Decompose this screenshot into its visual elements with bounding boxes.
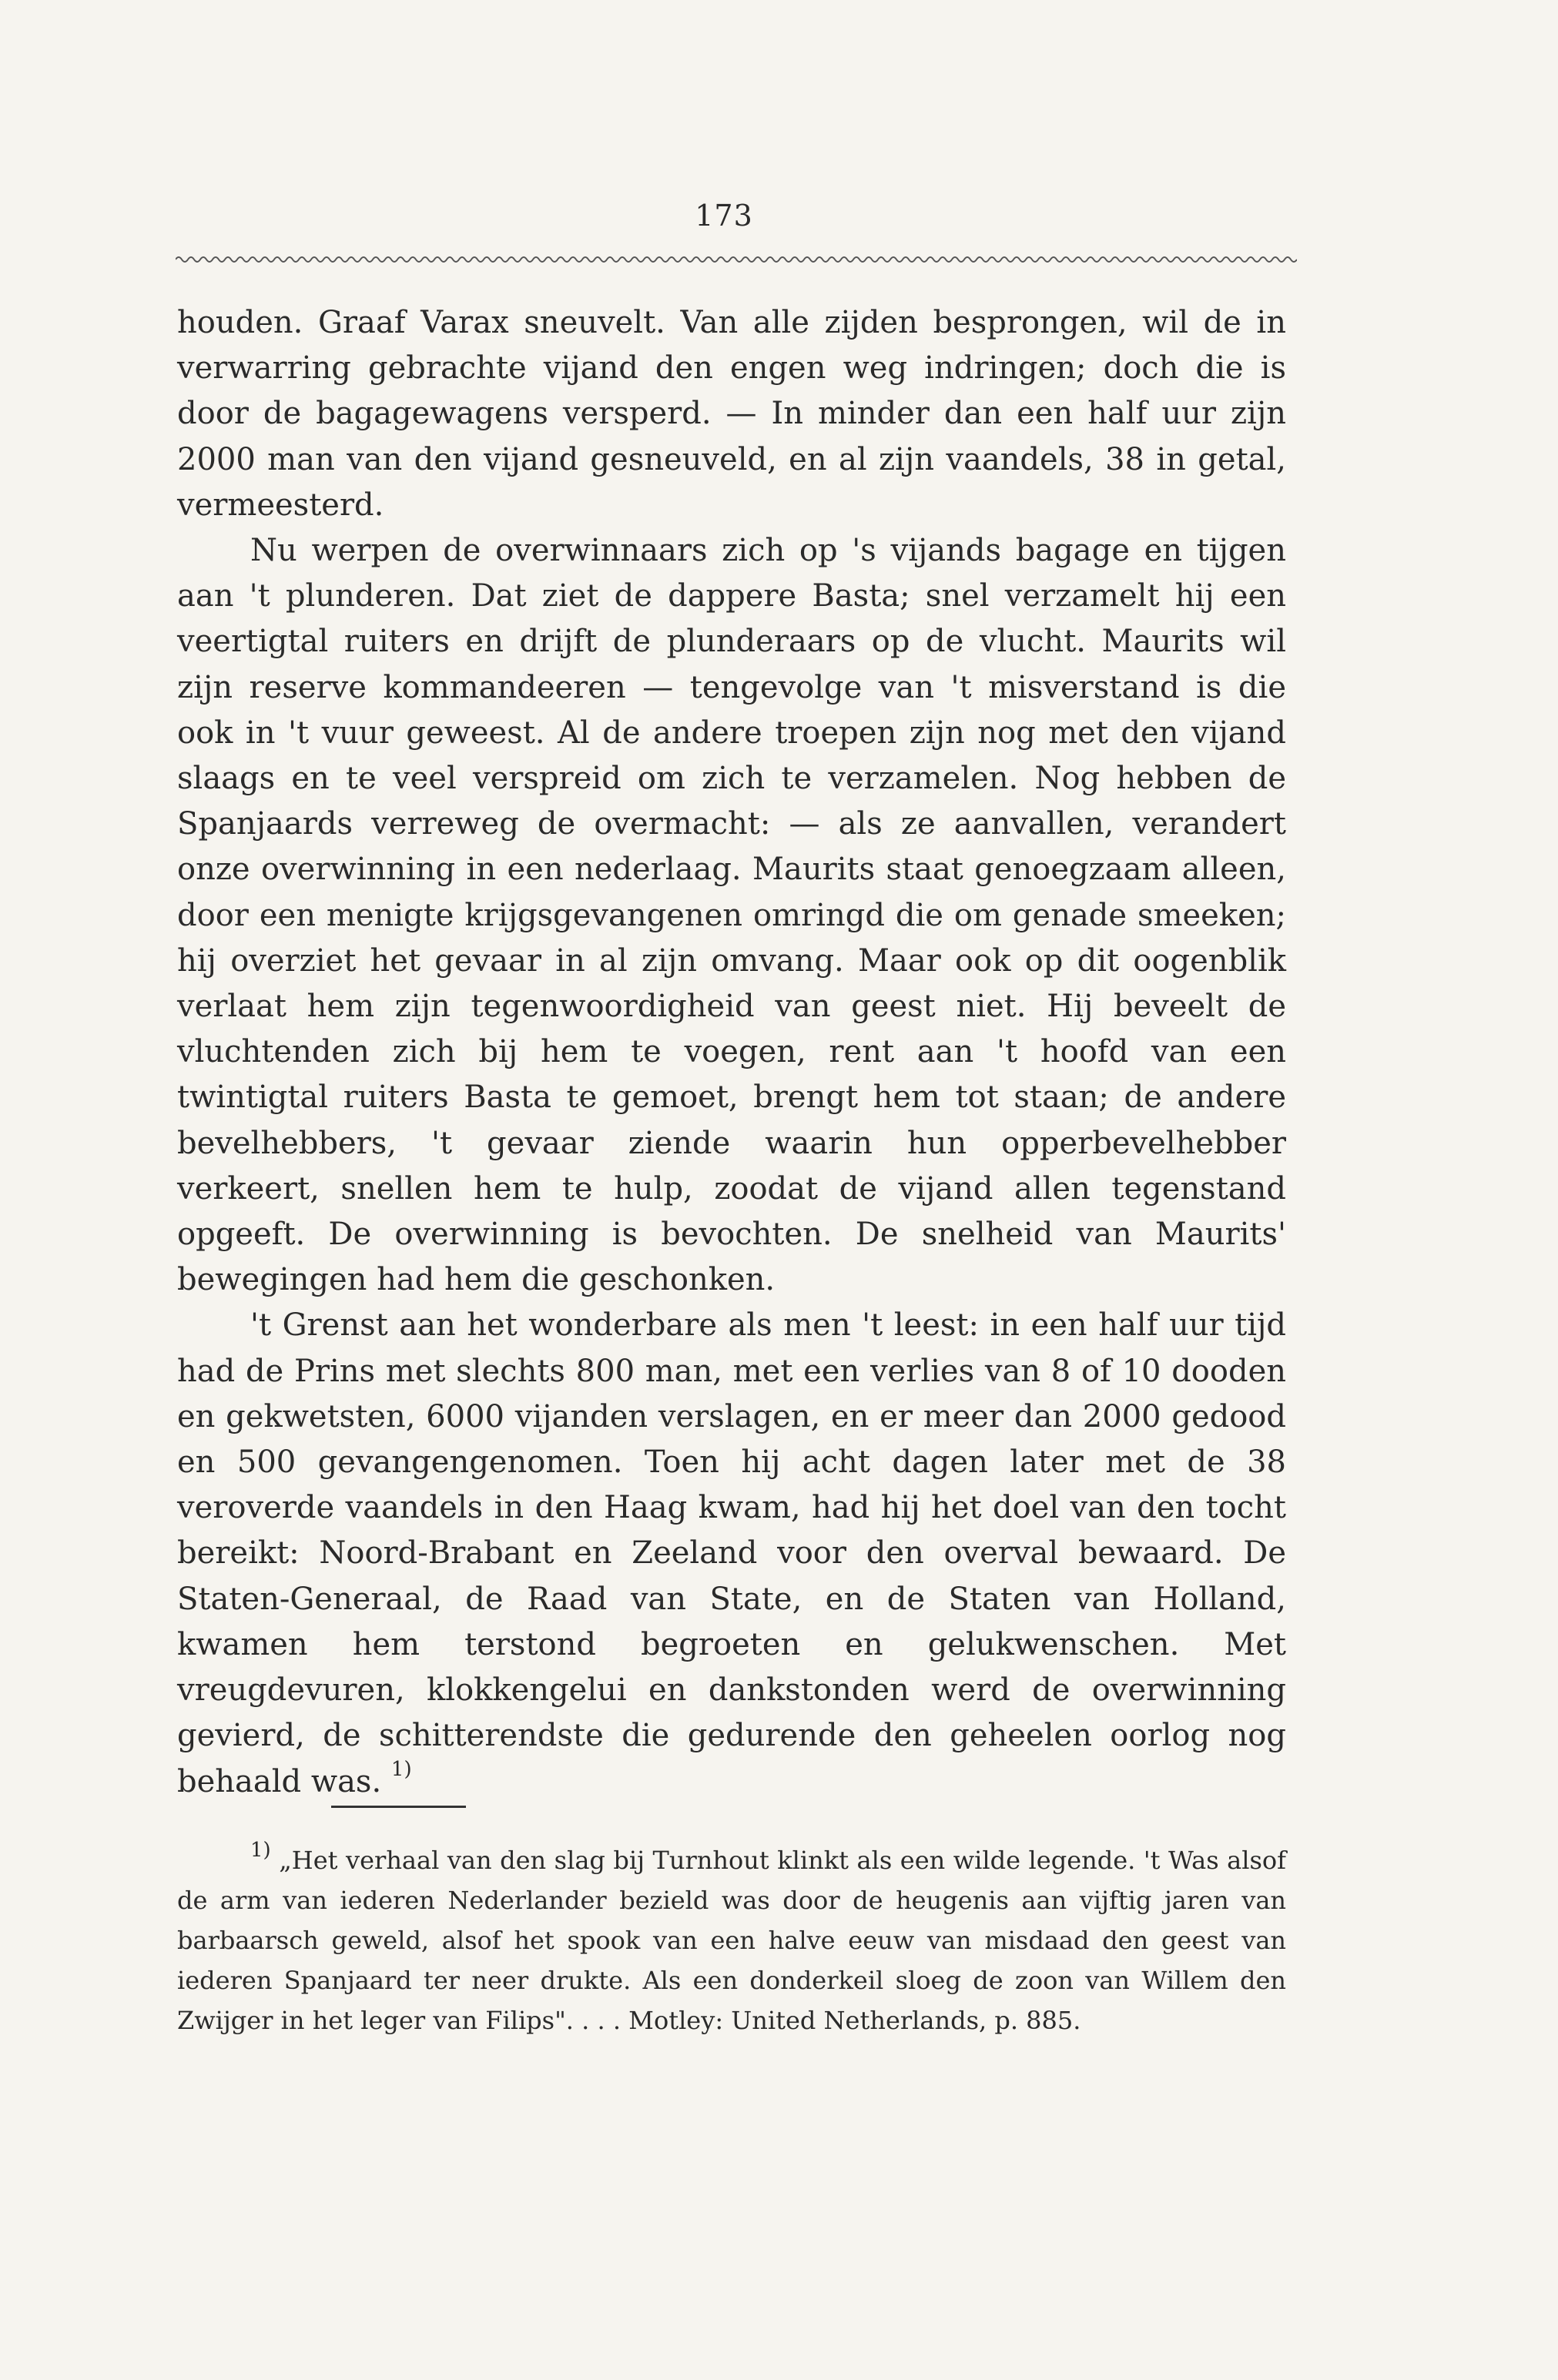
- paragraph-3-text: 't Grenst aan het wonderbare als men 't leest: in een half uur tijd had de Prins met slechts 800 man, met een verlies van 8 of 10 dooden en gekwetsten, 6000 vijanden verslagen, en er meer dan 2000 gedood en 500 gevangengenomen. Toen hij acht dagen later met de 38 veroverde vaandels in den Haag kwam, had hij het doel van den tocht bereikt: Noord-Brabant en Zeeland voor den overval bewaard. De Staten-Generaal, de Raad van State, en de Staten van Holland, kwamen hem terstond begroeten en gelukwenschen. Met vreugdevuren, klokkengelui en dankstonden werd de overwinning gevierd, de schitterendste die gedurende den geheelen oorlog nog behaald was.: [177, 1307, 1286, 1799]
- body-text: [177, 300, 1286, 1805]
- footnote: [177, 1840, 1286, 2040]
- paragraph-2: Nu werpen de overwinnaars zich op 's vijands bagage en tijgen aan 't plunderen. Dat ziet de dappere Basta; snel verzamelt hij een veertigtal ruiters en drijft de plunderaars op de vlucht. Maurits wil zijn reserve kommandeeren — tengevolge van 't misverstand is die ook in 't vuur geweest. Al de andere troepen zijn nog met den vijand slaags en te veel verspreid om zich te verzamelen. Nog hebben de Spanjaards verreweg de overmacht: — als ze aanvallen, verandert onze overwinning in een nederlaag. Maurits staat genoegzaam alleen, door een menigte krijgsgevangenen omringd die om genade smeeken; hij overziet het gevaar in al zijn omvang. Maar ook op dit oogenblik verlaat hem zijn tegenwoordigheid van geest niet. Hij beveelt de vluchtenden zich bij hem te voegen, rent aan 't hoofd van een twintigtal ruiters Basta te gemoet, brengt hem tot staan; de andere bevelhebbers, 't gevaar ziende waarin hun opperbevelhebber verkeert, snellen hem te hulp, zoodat de vijand allen tegenstand opgeeft. De overwinning is bevochten. De snelheid van Maurits' bewegingen had hem die geschonken.: [177, 533, 1286, 1298]
- footnote-reference: 1): [390, 1757, 412, 1781]
- footnote-text: „Het verhaal van den slag bij Turnhout klinkt als een wilde legende. 't Was alsof de arm van iederen Nederlander bezield was door de heugenis aan vijftig jaren van barbaarsch geweld, alsof het spook van een halve eeuw van misdaad den geest van iederen Spanjaard ter neer drukte. Als een donderkeil sloeg de zoon van Willem den Zwijger in het leger van Filips". . . . Motley: United Netherlands, p. 885.: [177, 1846, 1286, 2035]
- decorative-wavy-rule: [176, 254, 1297, 265]
- footnote-marker: 1): [250, 1839, 271, 1862]
- footnote-rule: [331, 1806, 466, 1808]
- paragraph-3: [177, 1303, 1286, 1804]
- page-number: 173: [695, 199, 753, 233]
- footnote-paragraph: [177, 1840, 1286, 2040]
- paragraph-1: houden. Graaf Varax sneuvelt. Van alle zijden besprongen, wil de in verwarring gebrachte vijand den engen weg indringen; doch die is door de bagagewagens versperd. — In minder dan een half uur zijn 2000 man van den vijand gesneuveld, en al zijn vaandels, 38 in getal, vermeesterd.: [177, 305, 1286, 523]
